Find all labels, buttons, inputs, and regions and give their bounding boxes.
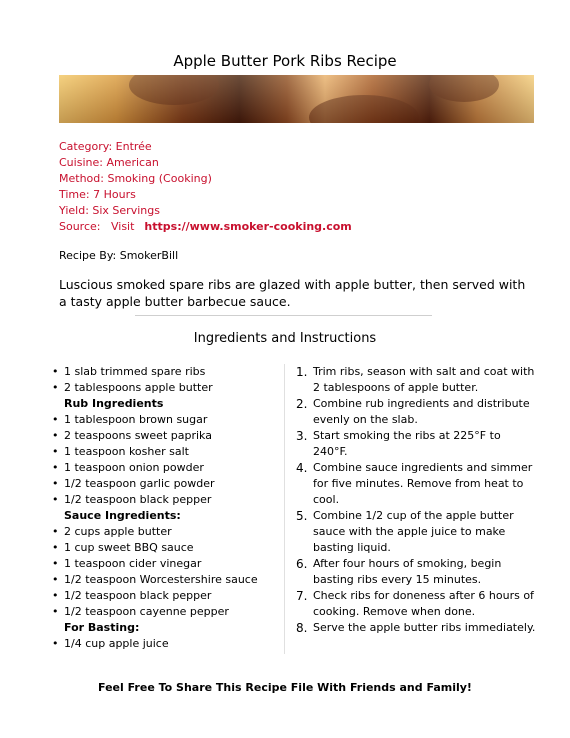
bullet-icon: • [52,541,59,554]
bullet-icon: • [52,573,59,586]
meta-category: Category: Entrée [59,140,152,153]
bullet-icon: • [52,381,59,394]
step-number: 7. [296,589,308,603]
bullet-icon: • [52,429,59,442]
list-item: • 1 teaspoon onion powder [52,461,204,474]
step-number: 3. [296,429,308,443]
step-number: 5. [296,509,308,523]
list-item: • 1 teaspoon kosher salt [52,445,189,458]
footer-note: Feel Free To Share This Recipe File With Friends and Family! [98,681,472,694]
instructions-list [296,364,536,636]
bullet-icon: • [52,365,59,378]
instruction-step: 7. Check ribs for doneness after 6 hours of cooking. Remove when done. [296,589,534,618]
list-item: • 1/2 teaspoon cayenne pepper [52,605,229,618]
basting-header: For Basting: [64,621,140,634]
section-title: Ingredients and Instructions [193,331,377,346]
recipe-meta [59,139,352,235]
step-number: 4. [296,461,308,475]
bullet-icon: • [52,637,59,650]
instruction-step: 6. After four hours of smoking, begin basting ribs every 15 minutes. [296,557,502,586]
list-item: • 1 cup sweet BBQ sauce [52,541,194,554]
meta-method: Method: Smoking (Cooking) [59,172,212,185]
source-link[interactable]: https://www.smoker-cooking.com [144,220,352,233]
instruction-step: 2. Combine rub ingredients and distribute evenly on the slab. [296,397,530,426]
bullet-icon: • [52,461,59,474]
list-item: • 2 tablespoons apple butter [52,381,213,394]
instruction-step: 4. Combine sauce ingredients and simmer for five minutes. Remove from heat to cool. [296,461,533,506]
step-number: 2. [296,397,308,411]
bullet-icon: • [52,605,59,618]
page-title: Apple Butter Pork Ribs Recipe [173,52,397,70]
source-label: Source: Visit [59,220,135,233]
list-item: • 1/4 cup apple juice [52,637,169,650]
bullet-icon: • [52,477,59,490]
list-item: • 1 teaspoon cider vinegar [52,557,202,570]
instruction-step: 5. Combine 1/2 cup of the apple butter sauce with the apple juice to make basting liquid. [296,509,514,554]
list-item: • 1 slab trimmed spare ribs [52,365,206,378]
list-item: • 1 tablespoon brown sugar [52,413,208,426]
step-number: 1. [296,365,308,379]
column-divider [284,364,285,654]
bullet-icon: • [52,525,59,538]
meta-yield: Yield: Six Servings [59,204,160,217]
rub-header: Rub Ingredients [64,397,164,410]
list-item: • 2 cups apple butter [52,525,172,538]
step-number: 6. [296,557,308,571]
instruction-step: 1. Trim ribs, season with salt and coat with 2 tablespoons of apple butter. [296,365,535,394]
bullet-icon: • [52,493,59,506]
meta-cuisine: Cuisine: American [59,156,159,169]
sauce-header: Sauce Ingredients: [64,509,181,522]
meta-source [59,219,352,235]
list-item: • 2 teaspoons sweet paprika [52,429,212,442]
recipe-by: Recipe By: SmokerBill [59,249,179,262]
list-item: • 1/2 teaspoon Worcestershire sauce [52,573,258,586]
instruction-step: 3. Start smoking the ribs at 225°F to 240°F. [296,429,501,458]
ribs-banner-image [59,75,534,123]
bullet-icon: • [52,445,59,458]
bullet-icon: • [52,413,59,426]
instruction-step: 8. Serve the apple butter ribs immediately. [296,621,536,635]
bullet-icon: • [52,589,59,602]
bullet-icon: • [52,557,59,570]
intro-text: Luscious smoked spare ribs are glazed with apple butter, then served with a tasty apple butter barbecue sauce. [59,277,526,309]
step-number: 8. [296,621,308,635]
divider [135,315,432,316]
list-item: • 1/2 teaspoon black pepper [52,493,212,506]
list-item: • 1/2 teaspoon garlic powder [52,477,215,490]
list-item: • 1/2 teaspoon black pepper [52,589,212,602]
meta-time: Time: 7 Hours [59,188,136,201]
ingredients-list [52,364,284,652]
